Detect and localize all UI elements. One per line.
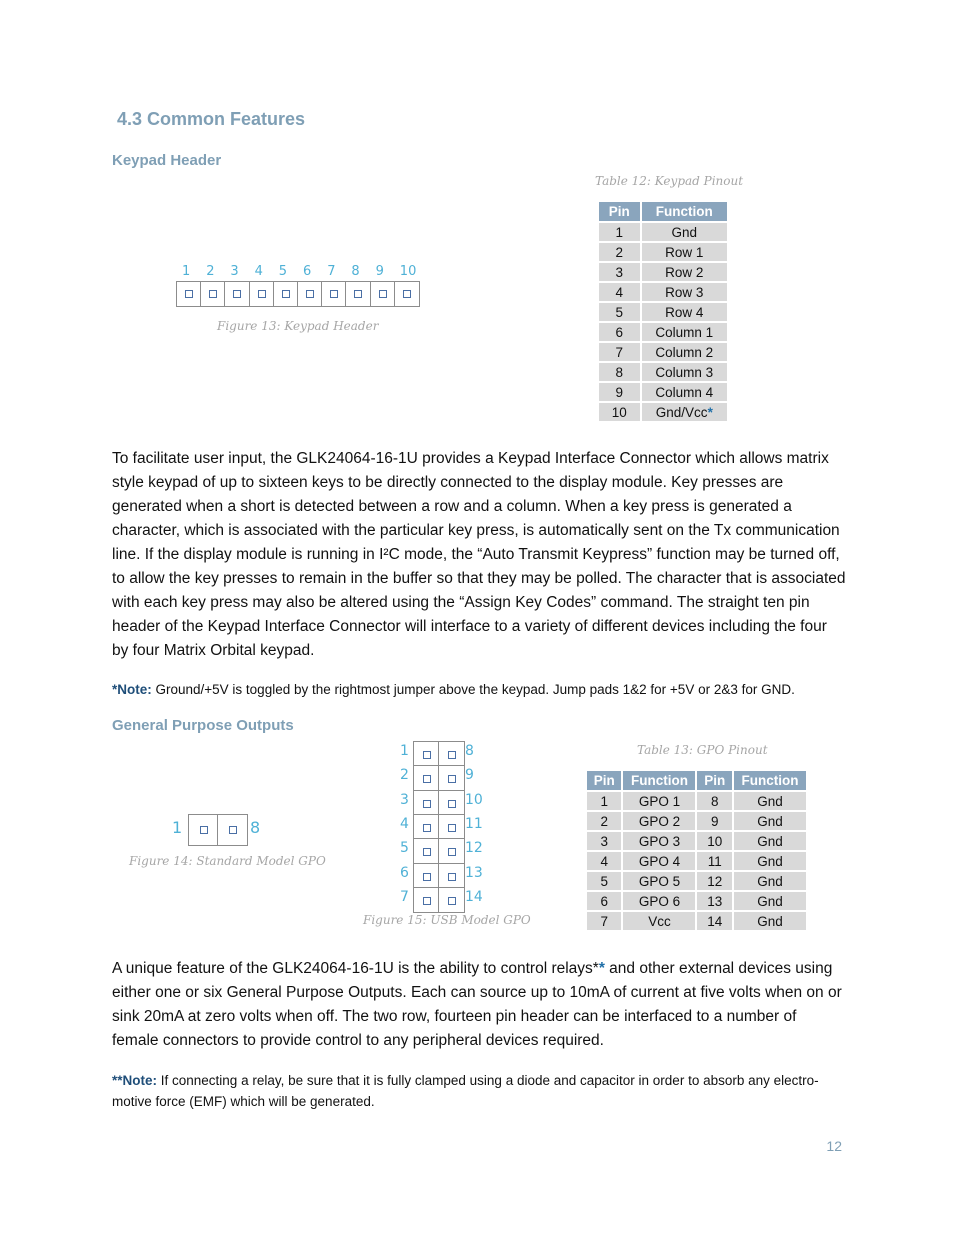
pin-cell [224, 281, 250, 307]
pin-pad [423, 873, 431, 881]
pin-pad [448, 873, 456, 881]
pin-cell [176, 281, 202, 307]
pin-number-label: 5 [278, 264, 288, 279]
table-cell: GPO 6 [622, 891, 696, 911]
table-cell: 6 [586, 891, 622, 911]
pin-pad [448, 800, 456, 808]
gpo-paragraph [112, 957, 847, 1053]
table-cell: 4 [598, 282, 641, 302]
table-cell: Gnd [641, 222, 728, 242]
pin-cell [370, 281, 396, 307]
table-cell: 5 [598, 302, 641, 322]
pin-pad [423, 751, 431, 759]
gpo-note [112, 1070, 847, 1112]
pin-cell [438, 814, 465, 840]
gpo-table-caption: Table 13: GPO Pinout [637, 743, 768, 757]
pin-cell [413, 814, 440, 840]
table-header-cell: Pin [586, 770, 622, 791]
pin-pad [423, 848, 431, 856]
pin-number-label: 12 [465, 840, 483, 857]
pin-number-label: 14 [465, 888, 483, 905]
pin-cell [413, 765, 440, 791]
page-number: 12 [826, 1138, 842, 1154]
pin-number-label: 2 [206, 264, 215, 279]
pin-pad [200, 826, 208, 834]
table-header-cell: Function [733, 770, 807, 791]
table-cell: Gnd [733, 851, 807, 871]
table-footnote-marker: * [707, 404, 713, 420]
pin-pad [258, 290, 266, 298]
pin-cell [413, 838, 440, 864]
table-cell: 9 [696, 811, 732, 831]
table-cell: Column 4 [641, 382, 728, 402]
table-cell: 10 [696, 831, 732, 851]
pin-pad [423, 897, 431, 905]
keypad-table-caption: Table 12: Keypad Pinout [595, 174, 744, 188]
pin-pad [403, 290, 411, 298]
table-cell: 1 [586, 791, 622, 811]
table-cell: 3 [586, 831, 622, 851]
table-row [586, 851, 807, 871]
table-header-cell: Function [622, 770, 696, 791]
table-cell: 10 [598, 402, 641, 422]
pin-pad [423, 800, 431, 808]
pin-cell [273, 281, 299, 307]
pin-number-label: 5 [400, 840, 409, 857]
pin-pad [448, 848, 456, 856]
pin-cell [249, 281, 275, 307]
pin-cell [413, 741, 440, 767]
pin-cell [438, 790, 465, 816]
table-header-cell: Function [641, 201, 728, 222]
pin-pad [209, 290, 217, 298]
table-cell: Gnd [733, 831, 807, 851]
fig14-caption: Figure 14: Standard Model GPO [129, 854, 326, 868]
pin-number-label: 8 [465, 743, 474, 759]
table-cell: 12 [696, 871, 732, 891]
pin-cell [438, 863, 465, 889]
gpo-pinout-table [585, 769, 808, 932]
pin-cell [217, 814, 248, 846]
pin-number-label: 1 [182, 264, 191, 279]
pin-pad [423, 824, 431, 832]
pin-cell [413, 790, 440, 816]
keypad-header-figure [176, 264, 420, 310]
pin-number-label: 1 [400, 743, 409, 759]
table-cell: Vcc [622, 911, 696, 931]
table-cell: Row 3 [641, 282, 728, 302]
pin-pad [229, 826, 237, 834]
pin-number-label: 9 [465, 767, 474, 784]
pin-pad [282, 290, 290, 298]
pin-number-label: 13 [465, 864, 483, 881]
table-cell: Row 4 [641, 302, 728, 322]
table-row [598, 222, 728, 242]
table-cell: 8 [696, 791, 732, 811]
table-row [598, 322, 728, 342]
keypad-note-label: *Note: [112, 682, 152, 697]
table-cell: Gnd [733, 811, 807, 831]
gpo-paragraph-end: and other external devices using either one or six General Purpose Outputs. Each can source up to 10mA of current at five volts when on or sink 20mA at zero volts when off. The two row, fourteen pin header can be interfaced to a number of female connectors to provide control to any peripheral devices required. [112, 960, 842, 1049]
table-cell: GPO 3 [622, 831, 696, 851]
pin-number-label: 8 [250, 818, 261, 837]
table-cell: Gnd [733, 871, 807, 891]
table-cell: GPO 2 [622, 811, 696, 831]
table-cell: 11 [696, 851, 732, 871]
gpo-paragraph-start: A unique feature of the GLK24064-16-1U is the ability to control relays* [112, 960, 599, 977]
pin-cell [394, 281, 420, 307]
pin-number-label: 10 [399, 264, 417, 279]
table-cell: Gnd/Vcc* [641, 402, 728, 422]
keypad-heading: Keypad Header [112, 152, 222, 169]
pin-cell [345, 281, 371, 307]
keypad-note [112, 679, 847, 700]
table-cell: Gnd [733, 911, 807, 931]
pin-number-label: 11 [465, 815, 483, 832]
table-row [586, 811, 807, 831]
pin-cell [438, 887, 465, 913]
pin-number-label: 3 [400, 791, 409, 808]
pin-number-label: 7 [327, 264, 336, 279]
table-cell: Gnd [733, 791, 807, 811]
pin-number-label: 9 [375, 264, 384, 279]
pin-number-label: 4 [254, 264, 263, 279]
pin-pad [354, 290, 362, 298]
usb-gpo-figure [396, 741, 496, 913]
pin-number-label: 6 [400, 864, 409, 881]
pin-cell [438, 741, 465, 767]
table-cell: GPO 4 [622, 851, 696, 871]
gpo-note-label: **Note: [112, 1073, 158, 1088]
pin-pad [330, 290, 338, 298]
table-row [598, 382, 728, 402]
standard-gpo-figure [170, 814, 266, 846]
table-row [586, 791, 807, 811]
pin-number-label: 1 [172, 818, 183, 837]
table-row [586, 831, 807, 851]
table-cell: 8 [598, 362, 641, 382]
table-row [598, 402, 728, 422]
keypad-figure-caption: Figure 13: Keypad Header [217, 319, 379, 333]
pin-number-label: 4 [400, 815, 409, 832]
table-cell: 7 [586, 911, 622, 931]
pin-number-label: 6 [303, 264, 312, 279]
pin-cell [438, 838, 465, 864]
table-cell: 3 [598, 262, 641, 282]
fig15-caption: Figure 15: USB Model GPO [363, 913, 531, 927]
table-cell: Row 1 [641, 242, 728, 262]
table-cell: 7 [598, 342, 641, 362]
table-row [586, 871, 807, 891]
table-cell: 2 [598, 242, 641, 262]
pin-pad [233, 290, 241, 298]
pin-number-label: 10 [465, 791, 483, 808]
table-cell: Row 2 [641, 262, 728, 282]
table-row [598, 362, 728, 382]
pin-number-label: 8 [351, 264, 360, 279]
table-row [586, 911, 807, 931]
keypad-paragraph: To facilitate user input, the GLK24064-16-1U provides a Keypad Interface Connector which allows matrix style keypad of up to sixteen keys to be directly connected to the display module. Key presses are generated when a short is detected between a row and a column. When a key press is generated a character, which is associated with the particular key press, is automatically sent on the Tx communication line. If the display module is running in I²C mode, the “Auto Transmit Keypress” function may be turned off, to allow the key presses to remain in the buffer so that they may be polled. The character that is associated with each key press may also be altered using the “Assign Key Codes” command. The straight ten pin header of the Keypad Interface Connector will interface to a variety of different devices including the four by four Matrix Orbital keypad. [112, 450, 846, 659]
pin-number-label: 2 [400, 767, 409, 784]
keypad-pinout-table [597, 200, 729, 423]
table-cell: 13 [696, 891, 732, 911]
table-header-cell: Pin [598, 201, 641, 222]
pin-pad [448, 897, 456, 905]
table-cell: 1 [598, 222, 641, 242]
table-cell: Column 1 [641, 322, 728, 342]
pin-cell [413, 863, 440, 889]
table-row [598, 342, 728, 362]
table-row [598, 262, 728, 282]
pin-pad [306, 290, 314, 298]
pin-pad [185, 290, 193, 298]
pin-pad [448, 824, 456, 832]
gpo-heading: General Purpose Outputs [112, 717, 294, 734]
pin-cell [438, 765, 465, 791]
table-cell: GPO 1 [622, 791, 696, 811]
table-row [586, 891, 807, 911]
gpo-note-text: If connecting a relay, be sure that it is fully clamped using a diode and capacitor in order to absorb any electro-motive force (EMF) which will be generated. [112, 1073, 819, 1109]
table-cell: 5 [586, 871, 622, 891]
table-cell: Gnd [733, 891, 807, 911]
pin-cell [413, 887, 440, 913]
table-cell: 2 [586, 811, 622, 831]
pin-cell [188, 814, 219, 846]
table-row [598, 242, 728, 262]
pin-pad [423, 775, 431, 783]
keypad-note-text: Ground/+5V is toggled by the rightmost jumper above the keypad. Jump pads 1&2 for +5V or 2&3 for GND. [151, 682, 795, 697]
pin-number-label: 3 [230, 264, 239, 279]
gpo-paragraph-marker: * [598, 960, 605, 977]
table-cell: Column 2 [641, 342, 728, 362]
pin-pad [448, 775, 456, 783]
pin-cell [297, 281, 323, 307]
table-cell: GPO 5 [622, 871, 696, 891]
table-row [598, 282, 728, 302]
table-cell: 14 [696, 911, 732, 931]
table-cell: 6 [598, 322, 641, 342]
pin-pad [448, 751, 456, 759]
section-title: 4.3 Common Features [117, 109, 306, 129]
pin-number-label: 7 [400, 888, 409, 905]
table-cell: 9 [598, 382, 641, 402]
pin-cell [321, 281, 347, 307]
table-cell: Column 3 [641, 362, 728, 382]
table-header-cell: Pin [696, 770, 732, 791]
table-cell: 4 [586, 851, 622, 871]
pin-cell [200, 281, 226, 307]
pin-pad [379, 290, 387, 298]
table-row [598, 302, 728, 322]
